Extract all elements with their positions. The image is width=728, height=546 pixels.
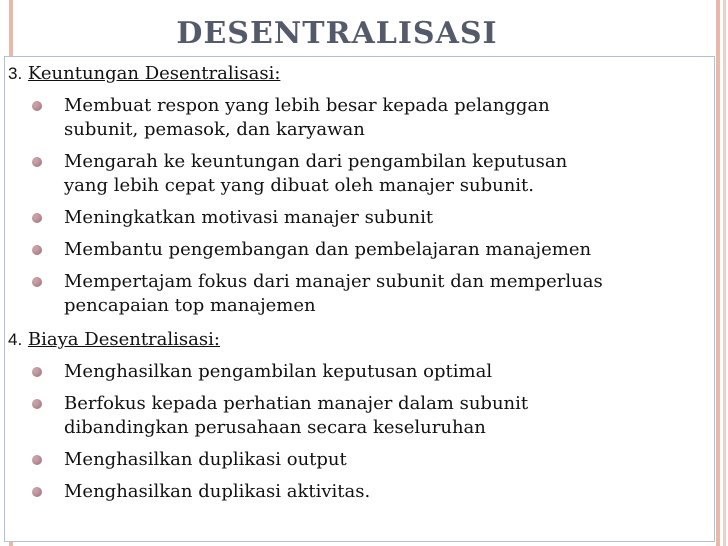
section-heading: Keuntungan Desentralisasi: xyxy=(27,63,281,84)
list-item xyxy=(8,238,713,262)
bullet-icon xyxy=(32,245,42,255)
list-item-line: Mempertajam fokus dari manajer subunit dan memperluas xyxy=(64,271,603,292)
bullet-icon xyxy=(32,487,42,497)
list-item-line: Menghasilkan duplikasi output xyxy=(64,449,347,470)
bullet-icon xyxy=(32,101,42,111)
slide-content xyxy=(8,62,713,504)
right-decorative-stripe-outer xyxy=(723,0,726,546)
slide-title: DESENTRALISASI xyxy=(176,16,498,51)
list-item-line: Membantu pengembangan dan pembelajaran manajemen xyxy=(64,239,592,260)
list-item-line: Mengarah ke keuntungan dari pengambilan keputusan xyxy=(64,151,568,172)
list-item-line: Menghasilkan pengambilan keputusan optimal xyxy=(64,361,493,382)
list-item-line: Meningkatkan motivasi manajer subunit xyxy=(64,207,434,228)
bullet-icon xyxy=(32,367,42,377)
bullet-icon xyxy=(32,455,42,465)
list-item xyxy=(8,448,713,472)
keuntungan-list xyxy=(8,94,713,318)
list-item xyxy=(8,206,713,230)
list-item xyxy=(8,150,713,198)
list-item-line: subunit, pemasok, dan karyawan xyxy=(64,119,365,140)
list-item xyxy=(8,270,713,318)
list-item-line: Menghasilkan duplikasi aktivitas. xyxy=(64,481,371,502)
section-number: 3. xyxy=(8,64,23,83)
list-item xyxy=(8,480,713,504)
list-item-line: yang lebih cepat yang dibuat oleh manajer subunit. xyxy=(64,175,534,196)
list-item-line: dibandingkan perusahaan secara keseluruhan xyxy=(64,417,486,438)
right-decorative-stripe xyxy=(716,0,720,546)
bullet-icon xyxy=(32,213,42,223)
biaya-list xyxy=(8,360,713,504)
bullet-icon xyxy=(32,277,42,287)
list-item xyxy=(8,94,713,142)
list-item-line: Berfokus kepada perhatian manajer dalam subunit xyxy=(64,393,529,414)
list-item xyxy=(8,392,713,440)
bullet-icon xyxy=(32,157,42,167)
list-item xyxy=(8,360,713,384)
list-item-line: pencapaian top manajemen xyxy=(64,295,316,316)
section-number: 4. xyxy=(8,330,23,349)
section-biaya xyxy=(8,328,713,352)
list-item-line: Membuat respon yang lebih besar kepada pelanggan xyxy=(64,95,550,116)
section-keuntungan xyxy=(8,62,713,86)
section-heading: Biaya Desentralisasi: xyxy=(27,329,220,350)
bullet-icon xyxy=(32,399,42,409)
